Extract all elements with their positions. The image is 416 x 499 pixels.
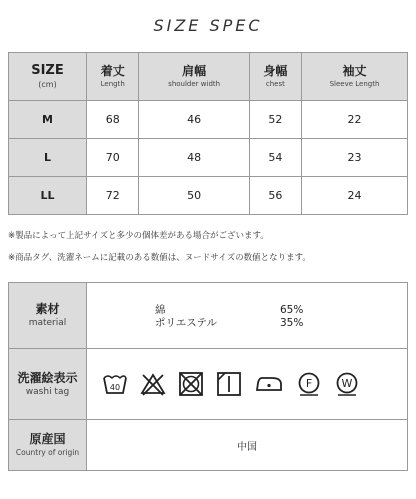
material-percent: 65% (280, 304, 304, 316)
table-row (9, 177, 408, 215)
origin-row (9, 420, 408, 471)
size-spec-table (8, 52, 408, 215)
no-bleach-icon (140, 371, 166, 397)
washing-row (9, 349, 408, 420)
material-percent: 35% (280, 317, 304, 329)
material-label-jp: 素材 (35, 302, 60, 316)
row-size-label: LL (9, 177, 87, 215)
material-name: ポリエステル (155, 317, 218, 329)
size-header-unit: (cm) (38, 80, 57, 89)
table-cell: 68 (87, 101, 139, 139)
column-header-jp: 身幅 (263, 64, 288, 78)
table-cell: 48 (139, 139, 249, 177)
table-cell: 72 (87, 177, 139, 215)
product-info-table (8, 282, 408, 471)
table-cell: 50 (139, 177, 249, 215)
column-header-en: Length (100, 80, 125, 88)
washing-label-en: washi tag (25, 386, 70, 397)
hang-dry-shade-icon (216, 371, 242, 397)
table-cell: 54 (249, 139, 301, 177)
size-table-header (9, 53, 408, 101)
column-header-shoulder-width (139, 53, 249, 101)
table-cell: 56 (249, 177, 301, 215)
column-header-en: shoulder width (168, 80, 221, 88)
column-header-jp: 着丈 (100, 64, 125, 78)
column-header-jp: 袖丈 (342, 64, 367, 78)
table-cell: 22 (301, 101, 407, 139)
material-name: 綿 (155, 304, 166, 316)
washing-label-cell (9, 349, 87, 420)
origin-label-en: Country of origin (15, 448, 80, 457)
row-size-label: L (9, 139, 87, 177)
washing-icons-cell (87, 349, 408, 420)
material-value-cell (87, 283, 408, 349)
table-cell: 70 (87, 139, 139, 177)
wet-clean-w-icon (334, 371, 360, 397)
wash-40-icon (102, 371, 128, 397)
material-label-en: material (28, 318, 67, 328)
material-label-cell (9, 283, 87, 349)
size-note-tag-values: ※商品タグ、洗濯ネームに記載のある数値は、ヌードサイズの数値となります。 (8, 253, 311, 263)
column-header-length (87, 53, 139, 101)
origin-label-cell (9, 420, 87, 471)
page-title: SIZE SPEC (153, 16, 263, 35)
washing-label-jp: 洗濯絵表示 (17, 370, 78, 385)
material-row (9, 283, 408, 349)
column-header-chest (249, 53, 301, 101)
column-header-en: chest (265, 80, 285, 88)
column-header-sleeve-length (301, 53, 407, 101)
no-tumble-dry-icon (178, 371, 204, 397)
row-size-label: M (9, 101, 87, 139)
table-cell: 52 (249, 101, 301, 139)
table-row (9, 101, 408, 139)
dry-clean-f-icon (296, 371, 322, 397)
size-header-label: SIZE (31, 63, 64, 78)
wash-temperature: 40 (109, 383, 121, 392)
origin-value: 中国 (87, 420, 408, 471)
table-cell: 46 (139, 101, 249, 139)
iron-low-icon (254, 371, 284, 397)
dry-clean-letter: F (305, 377, 313, 390)
table-cell: 23 (301, 139, 407, 177)
wet-clean-letter: W (341, 377, 353, 390)
table-row (9, 139, 408, 177)
table-cell: 24 (301, 177, 407, 215)
column-header-jp: 肩幅 (182, 64, 207, 78)
column-header-en: Sleeve Length (329, 80, 380, 88)
origin-label-jp: 原産国 (29, 432, 66, 446)
size-header-cell (9, 53, 87, 101)
size-note-variation: ※製品によって上記サイズと多少の個体差がある場合がございます。 (8, 231, 269, 241)
